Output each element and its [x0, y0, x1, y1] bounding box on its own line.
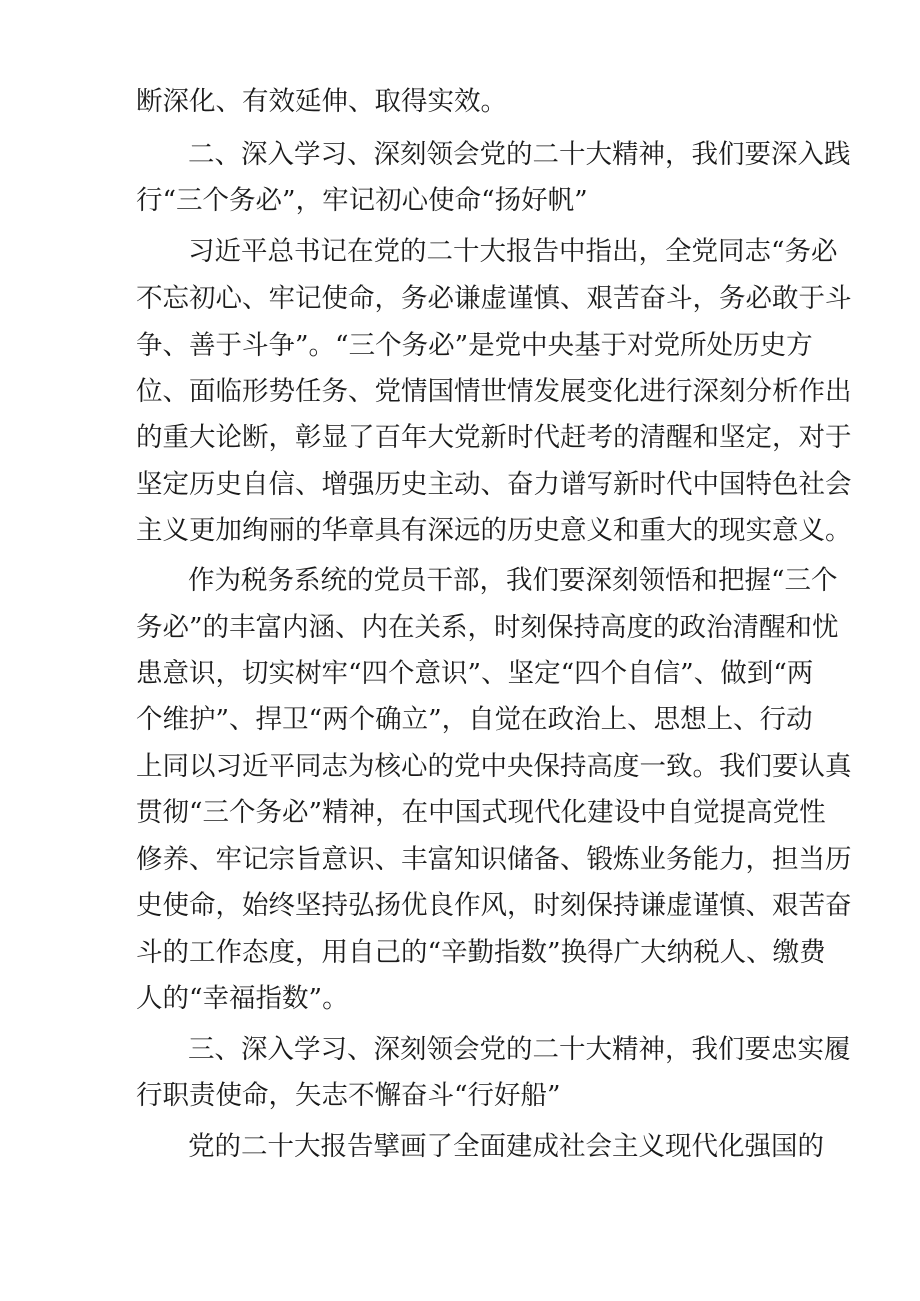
text-line: 争、善于斗争”。“三个务必”是党中央基于对党所处历史方 [136, 330, 813, 361]
text-line: 个维护”、捍卫“两个确立”，自觉在政治上、思想上、行动 [136, 704, 813, 735]
text-line: 坚定历史自信、增强历史主动、奋力谱写新时代中国特色社会 [136, 469, 852, 500]
text-line: 史使命，始终坚持弘扬优良作风，时刻保持谦虚谨慎、艰苦奋 [136, 890, 852, 921]
text-line: 的重大论断，彰显了百年大党新时代赶考的清醒和坚定，对于 [136, 422, 852, 453]
text-line: 断深化、有效延伸、取得实效。 [136, 86, 507, 117]
text-line: 斗的工作态度，用自己的“辛勤指数”换得广大纳税人、缴费 [136, 937, 826, 968]
text-line: 不忘初心、牢记使命，务必谦虚谨慎、艰苦奋斗，务必敢于斗 [136, 283, 852, 314]
text-line: 位、面临形势任务、党情国情世情发展变化进行深刻分析作出 [136, 376, 852, 407]
text-line: 党的二十大报告擘画了全面建成社会主义现代化强国的 [188, 1131, 824, 1162]
text-line: 二、深入学习、深刻领会党的二十大精神，我们要深入践 [188, 139, 851, 170]
text-line: 务必”的丰富内涵、内在关系，时刻保持高度的政治清醒和忧 [136, 612, 839, 643]
text-line: 患意识，切实树牢“四个意识”、坚定“四个自信”、做到“两 [136, 658, 814, 689]
text-line: 贯彻“三个务必”精神，在中国式现代化建设中自觉提高党性 [136, 797, 826, 828]
text-line: 行职责使命，矢志不懈奋斗“行好船” [136, 1080, 561, 1111]
text-line: 修养、牢记宗旨意识、丰富知识储备、锻炼业务能力，担当历 [136, 844, 852, 875]
text-line: 上同以习近平同志为核心的党中央保持高度一致。我们要认真 [136, 751, 852, 782]
text-line: 习近平总书记在党的二十大报告中指出，全党同志“务必 [188, 236, 838, 267]
text-line: 三、深入学习、深刻领会党的二十大精神，我们要忠实履 [188, 1034, 851, 1065]
text-line: 作为税务系统的党员干部，我们要深刻领悟和把握“三个 [188, 565, 838, 596]
text-line: 主义更加绚丽的华章具有深远的历史意义和重大的现实意义。 [136, 515, 852, 546]
text-line: 行“三个务必”，牢记初心使命“扬好帆” [136, 185, 588, 216]
text-line: 人的“幸福指数”。 [136, 983, 349, 1014]
